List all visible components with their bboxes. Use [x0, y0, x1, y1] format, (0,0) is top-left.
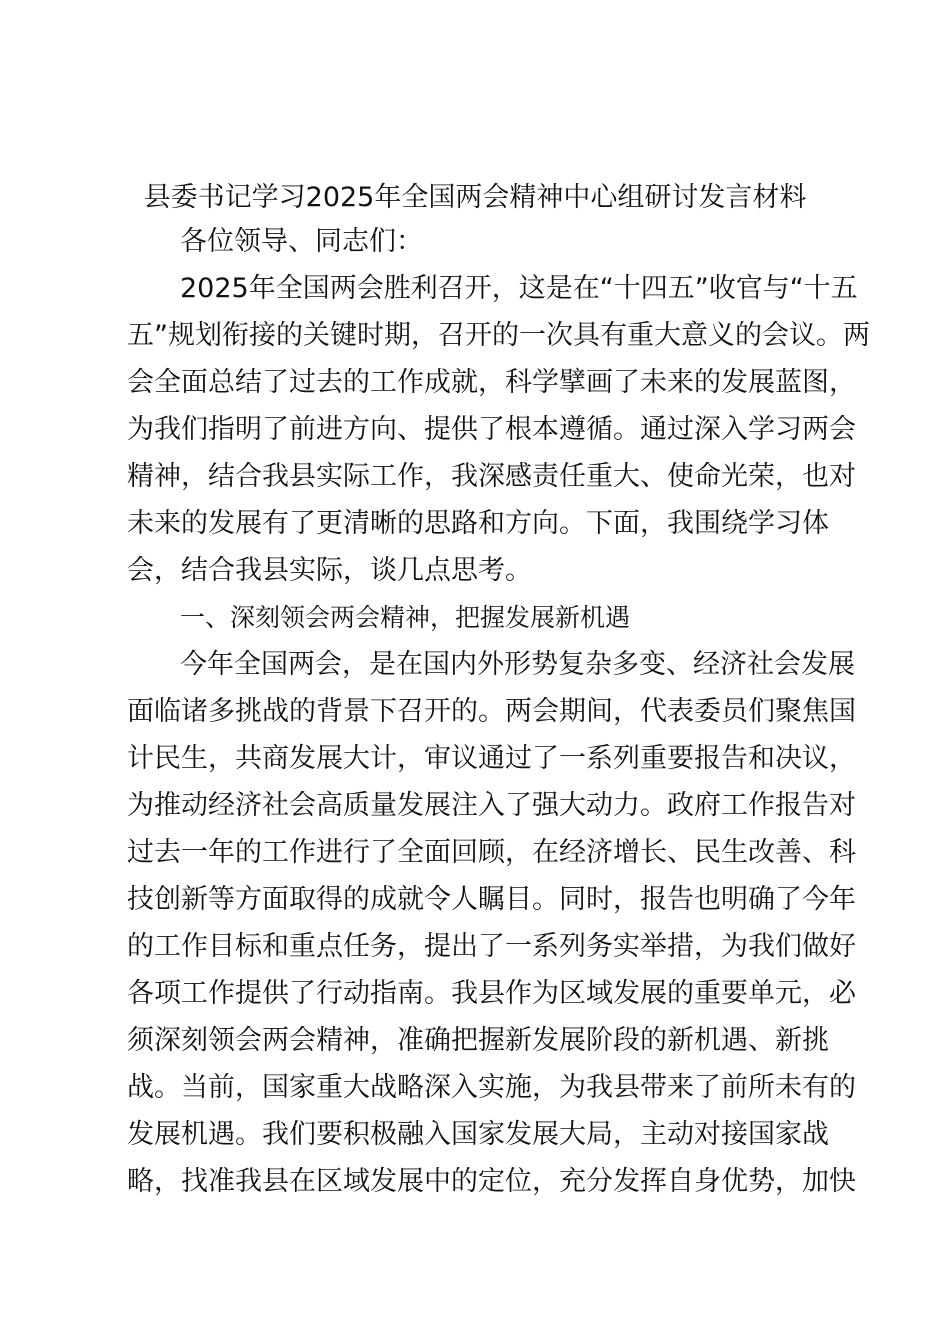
salutation: 各位领导、同志们：	[180, 226, 423, 257]
paragraph-line: 为推动经济社会高质量发展注入了强大动力。政府工作报告对	[127, 790, 856, 821]
paragraph-line: 的工作目标和重点任务，提出了一系列务实举措，为我们做好	[127, 931, 856, 962]
paragraph-line: 须深刻领会两会精神，准确把握新发展阶段的新机遇、新挑	[127, 1025, 829, 1056]
paragraph-line: 未来的发展有了更清晰的思路和方向。下面，我围绕学习体	[127, 508, 829, 539]
paragraph-line: 计民生，共商发展大计，审议通过了一系列重要报告和决议，	[127, 743, 856, 774]
paragraph-line: 技创新等方面取得的成就令人瞩目。同时，报告也明确了今年	[127, 884, 856, 915]
paragraph-line: 战。当前，国家重大战略深入实施，为我县带来了前所未有的	[127, 1072, 856, 1103]
paragraph-line: 面临诸多挑战的背景下召开的。两会期间，代表委员们聚焦国	[127, 696, 856, 727]
paragraph-line: 过去一年的工作进行了全面回顾，在经济增长、民生改善、科	[127, 837, 856, 868]
document-title: 县委书记学习2025年全国两会精神中心组研讨发言材料	[143, 182, 807, 213]
paragraph-line: 会，结合我县实际，谈几点思考。	[127, 555, 532, 586]
paragraph-line: 五”规划衔接的关键时期，召开的一次具有重大意义的会议。两	[127, 320, 870, 351]
paragraph-line: 会全面总结了过去的工作成就，科学擘画了未来的发展蓝图，	[127, 367, 856, 398]
paragraph-line: 今年全国两会，是在国内外形势复杂多变、经济社会发展	[180, 649, 855, 680]
paragraph-line: 略，找准我县在区域发展中的定位，充分发挥自身优势，加快	[127, 1166, 856, 1197]
paragraph-line: 精神，结合我县实际工作，我深感责任重大、使命光荣，也对	[127, 461, 856, 492]
paragraph-line: 各项工作提供了行动指南。我县作为区域发展的重要单元，必	[127, 978, 856, 1009]
paragraph-line: 发展机遇。我们要积极融入国家发展大局，主动对接国家战	[127, 1119, 829, 1150]
paragraph-line: 为我们指明了前进方向、提供了根本遵循。通过深入学习两会	[127, 414, 856, 445]
paragraph-line: 2025年全国两会胜利召开，这是在“十四五”收官与“十五	[180, 273, 858, 304]
section-heading: 一、深刻领会两会精神，把握发展新机遇	[180, 603, 631, 632]
